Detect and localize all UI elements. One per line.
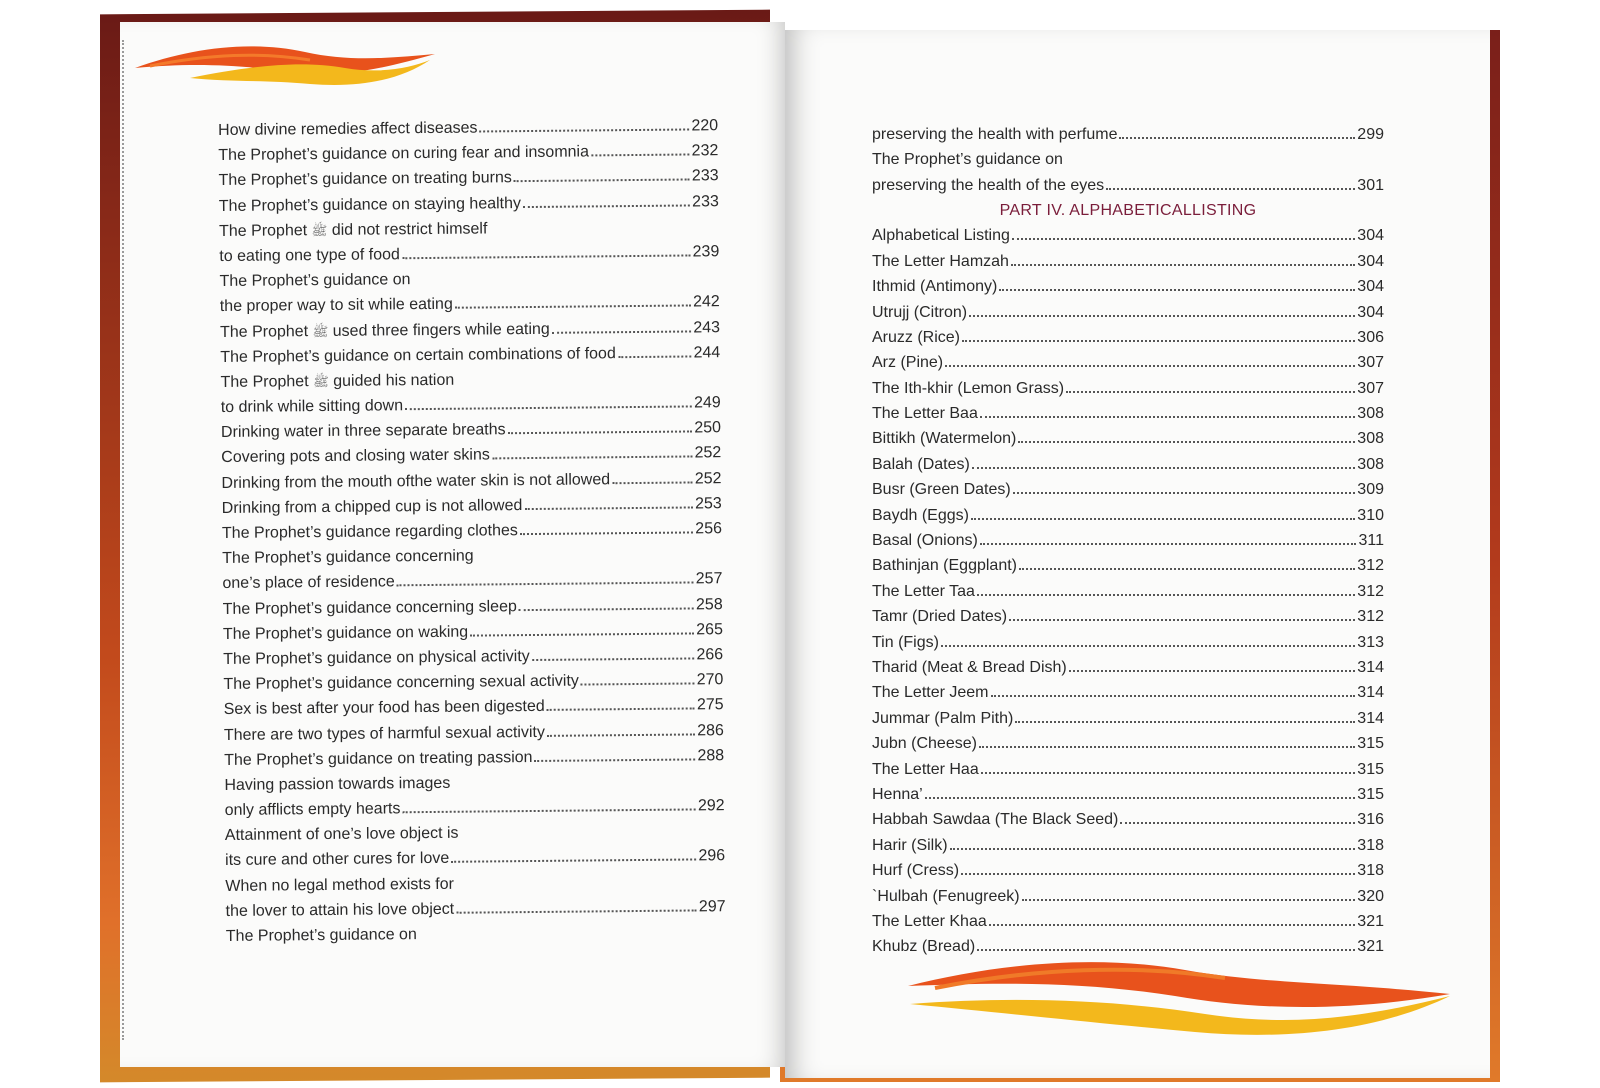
toc-entry: There are two types of harmful sexual activity 286 [223, 721, 724, 744]
flame-swoosh-bottom [905, 948, 1455, 1040]
part-heading: PART IV. ALPHABETICALLISTING [999, 201, 1257, 219]
toc-entry: The Letter Baa 308 [872, 405, 1384, 423]
toc-entry-line1: Having passion towards images [224, 774, 451, 794]
toc-entry: Covering pots and closing water skins 252 [221, 444, 722, 467]
toc-entry: Harir (Silk) 318 [872, 836, 1384, 854]
toc-entry: Tin (Figs) 313 [872, 633, 1384, 651]
toc-entry-line1: The Prophet ﷺ did not restrict himself [219, 220, 488, 240]
toc-entry: The Prophet’s guidance on curing fear and insomnia 232 [218, 142, 719, 165]
toc-entry: The Prophet’s guidance on certain combinations of food 244 [220, 343, 721, 366]
toc-entry: Drinking from a chipped cup is not allowed 253 [221, 494, 722, 517]
toc-entry: Arz (Pine) 307 [872, 354, 1384, 372]
toc-right [872, 122, 1384, 960]
toc-entry: Busr (Green Dates) 309 [872, 481, 1384, 499]
toc-entry: The Prophet’s guidance on staying healthy 233 [218, 192, 719, 215]
toc-entry: Bittikh (Watermelon) 308 [872, 430, 1384, 448]
toc-entry-line1: The Prophet’s guidance on [872, 151, 1063, 169]
toc-entry: Drinking water in three separate breaths 250 [220, 419, 722, 442]
toc-entry: The Ith-khir (Lemon Grass) 307 [872, 379, 1384, 397]
toc-entry: The Prophet’s guidance on physical activity 266 [223, 646, 724, 668]
toc-entry: The Prophet’s guidance concerning sleep 258 [222, 595, 723, 618]
toc-left [218, 113, 726, 949]
toc-entry: Utrujj (Citron) 304 [872, 303, 1384, 321]
toc-entry: Jubn (Cheese) 315 [872, 735, 1384, 753]
toc-entry: Henna’ 315 [872, 785, 1384, 803]
toc-entry: the proper way to sit while eating 242 [219, 293, 720, 316]
toc-entry: The Letter Khaa 321 [872, 912, 1384, 930]
toc-entry: preserving the health of the eyes 301 [872, 176, 1384, 194]
toc-entry: Basal (Onions) 311 [872, 532, 1384, 550]
toc-entry: The Prophet’s guidance on treating burns 233 [218, 167, 719, 190]
toc-entry: Khubz (Bread) 321 [872, 938, 1384, 956]
toc-entry: Bathinjan (Eggplant) 312 [872, 557, 1384, 575]
toc-entry-line1: When no legal method exists for [225, 875, 455, 895]
toc-entry: Aruzz (Rice) 306 [872, 328, 1384, 346]
toc-entry: to eating one type of food 239 [219, 243, 720, 265]
toc-entry: Tamr (Dried Dates) 312 [872, 608, 1384, 626]
toc-entry: The Letter Taa 312 [872, 582, 1384, 600]
toc-entry: Jummar (Palm Pith) 314 [872, 709, 1384, 727]
toc-entry: Alphabetical Listing 304 [872, 227, 1384, 245]
toc-entry: to drink while sitting down 249 [220, 394, 721, 417]
toc-entry: Ithmid (Antimony) 304 [872, 278, 1384, 296]
toc-entry: `Hulbah (Fenugreek) 320 [872, 887, 1384, 905]
toc-entry: Balah (Dates) 308 [872, 455, 1384, 473]
toc-entry: The Letter Jeem 314 [872, 684, 1384, 702]
toc-entry: its cure and other cures for love 296 [225, 847, 726, 870]
toc-entry-line1: The Prophet ﷺ guided his nation [220, 371, 455, 391]
toc-entry: The Prophet’s guidance on waking 265 [222, 620, 724, 643]
toc-entry: Habbah Sawdaa (The Black Seed) 316 [872, 811, 1384, 829]
toc-entry: The Letter Haa 315 [872, 760, 1384, 778]
toc-entry-line1: The Prophet’s guidance on [225, 926, 417, 945]
toc-entry: preserving the health with perfume 299 [872, 126, 1384, 143]
toc-entry-line1: The Prophet’s guidance concerning [222, 547, 474, 568]
binding-stitch [122, 40, 126, 1040]
toc-entry: Sex is best after your food has been digested 275 [223, 696, 724, 719]
toc-entry: How divine remedies affect diseases 220 [218, 117, 719, 139]
flame-swoosh-top [130, 38, 440, 90]
toc-entry: Tharid (Meat & Bread Dish) 314 [872, 659, 1384, 676]
toc-entry: The Prophet ﷺ used three fingers while eating 243 [219, 318, 721, 341]
toc-entry-line1: Attainment of one’s love object is [224, 824, 459, 845]
toc-entry: Hurf (Cress) 318 [872, 862, 1384, 880]
toc-entry: The Letter Hamzah 304 [872, 252, 1384, 270]
toc-entry: only afflicts empty hearts 292 [224, 797, 725, 820]
toc-entry: Baydh (Eggs) 310 [872, 506, 1384, 524]
toc-entry: The Prophet’s guidance concerning sexual activity 270 [223, 671, 724, 694]
toc-entry-line1: The Prophet’s guidance on [219, 271, 411, 291]
toc-entry: the lover to attain his love object 297 [225, 897, 726, 920]
toc-entry: one’s place of residence 257 [222, 570, 723, 593]
toc-entry: The Prophet’s guidance regarding clothes 256 [221, 520, 723, 542]
toc-entry: Drinking from the mouth ofthe water skin is not allowed 252 [221, 469, 722, 492]
toc-entry: The Prophet’s guidance on treating passion 288 [224, 746, 725, 769]
